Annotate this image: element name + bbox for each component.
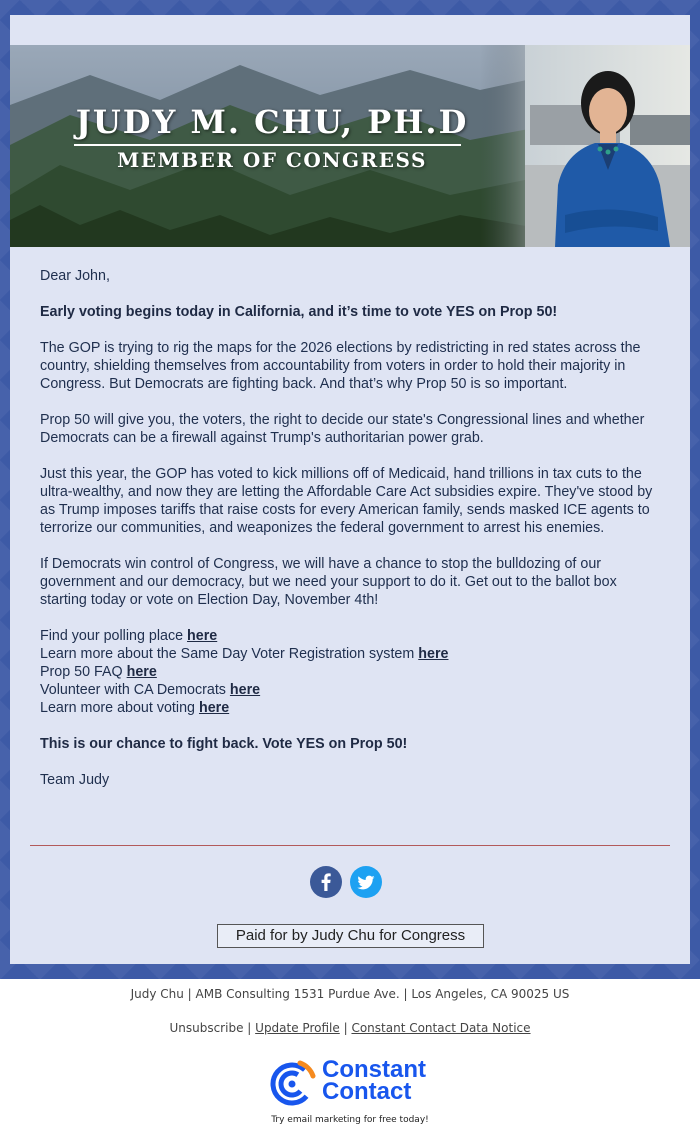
constant-contact-tagline: Try email marketing for free today! [271, 1115, 429, 1125]
signature: Team Judy [40, 772, 110, 788]
footer-address: Judy Chu | AMB Consulting 1531 Purdue Ave. | Los Angeles, CA 90025 US [130, 987, 570, 1001]
banner-divider [74, 144, 461, 146]
link-line-faq: Prop 50 FAQ here [40, 664, 157, 680]
update-profile-link[interactable]: Update Profile [255, 1021, 340, 1035]
headline-text: Early voting begins today in California, and it’s time to vote YES on Prop 50! [40, 304, 558, 320]
link-line-polling: Find your polling place here [40, 628, 218, 644]
voter-registration-link[interactable]: here [418, 646, 449, 662]
banner-name: JUDY M. CHU, PH.D [75, 103, 469, 141]
section-divider [30, 845, 670, 846]
closing-text: This is our chance to fight back. Vote YES on Prop 50! [40, 736, 408, 752]
volunteer-link[interactable]: here [229, 682, 261, 698]
twitter-icon [350, 866, 382, 898]
closing-line [40, 735, 660, 753]
facebook-button[interactable] [310, 866, 342, 898]
greeting: Dear John, [40, 268, 110, 284]
paragraph-1: The GOP is trying to rig the maps for the 2026 elections by redistricting in red states across the country, shielding themselves from accountability from voters in order to hold their majority in Congress. But Democrats are fighting back. And that’s why Prop 50 is so important. [40, 340, 641, 392]
paid-for-disclaimer: Paid for by Judy Chu for Congress [217, 924, 484, 948]
link-line-registration: Learn more about the Same Day Voter Registration system here [40, 646, 449, 662]
resource-links [40, 627, 660, 717]
unsubscribe-link[interactable]: Unsubscribe [169, 1021, 244, 1035]
paragraph-3: Just this year, the GOP has voted to kick millions off of Medicaid, hand trillions in tax cuts to the ultra-wealthy, and now they are letting the Affordable Care Act subsidies expire. They've stood by as Trump imposes tariffs that raise costs for every American family, sends masked ICE agents to terrorize our communities, and weaponizes the federal government to arrest his enemies. [40, 466, 653, 536]
paragraph-4: If Democrats win control of Congress, we will have a chance to stop the bulldozing of our government and our democracy, but we need your support to do it. Get out to the ballot box starting today or vote on Election Day, November 4th! [40, 556, 617, 608]
facebook-icon [310, 866, 342, 898]
email-card [10, 15, 690, 964]
headline [40, 303, 660, 321]
twitter-button[interactable] [350, 866, 382, 898]
footer-links: Unsubscribe | Update Profile | Constant Contact Data Notice [169, 1021, 531, 1035]
banner-landscape-image [10, 45, 690, 247]
constant-contact-logo[interactable] [270, 1058, 440, 1108]
link-line-voting: Learn more about voting here [40, 700, 230, 716]
constant-contact-wordmark: Constant Contact [322, 1056, 426, 1105]
header-banner [10, 45, 690, 247]
learn-voting-link[interactable]: here [198, 700, 230, 716]
link-line-volunteer: Volunteer with CA Democrats here [40, 682, 261, 698]
banner-subtitle: MEMBER OF CONGRESS [117, 148, 427, 172]
constant-contact-icon [270, 1060, 316, 1106]
data-notice-link[interactable]: Constant Contact Data Notice [351, 1021, 531, 1035]
prop50-faq-link[interactable]: here [126, 664, 157, 680]
email-body [40, 267, 660, 807]
paragraph-2: Prop 50 will give you, the voters, the right to decide our state's Congressional lines and whether Democrats can be a firewall against Trump's authoritarian power grab. [40, 412, 645, 446]
polling-place-link[interactable]: here [187, 628, 218, 644]
